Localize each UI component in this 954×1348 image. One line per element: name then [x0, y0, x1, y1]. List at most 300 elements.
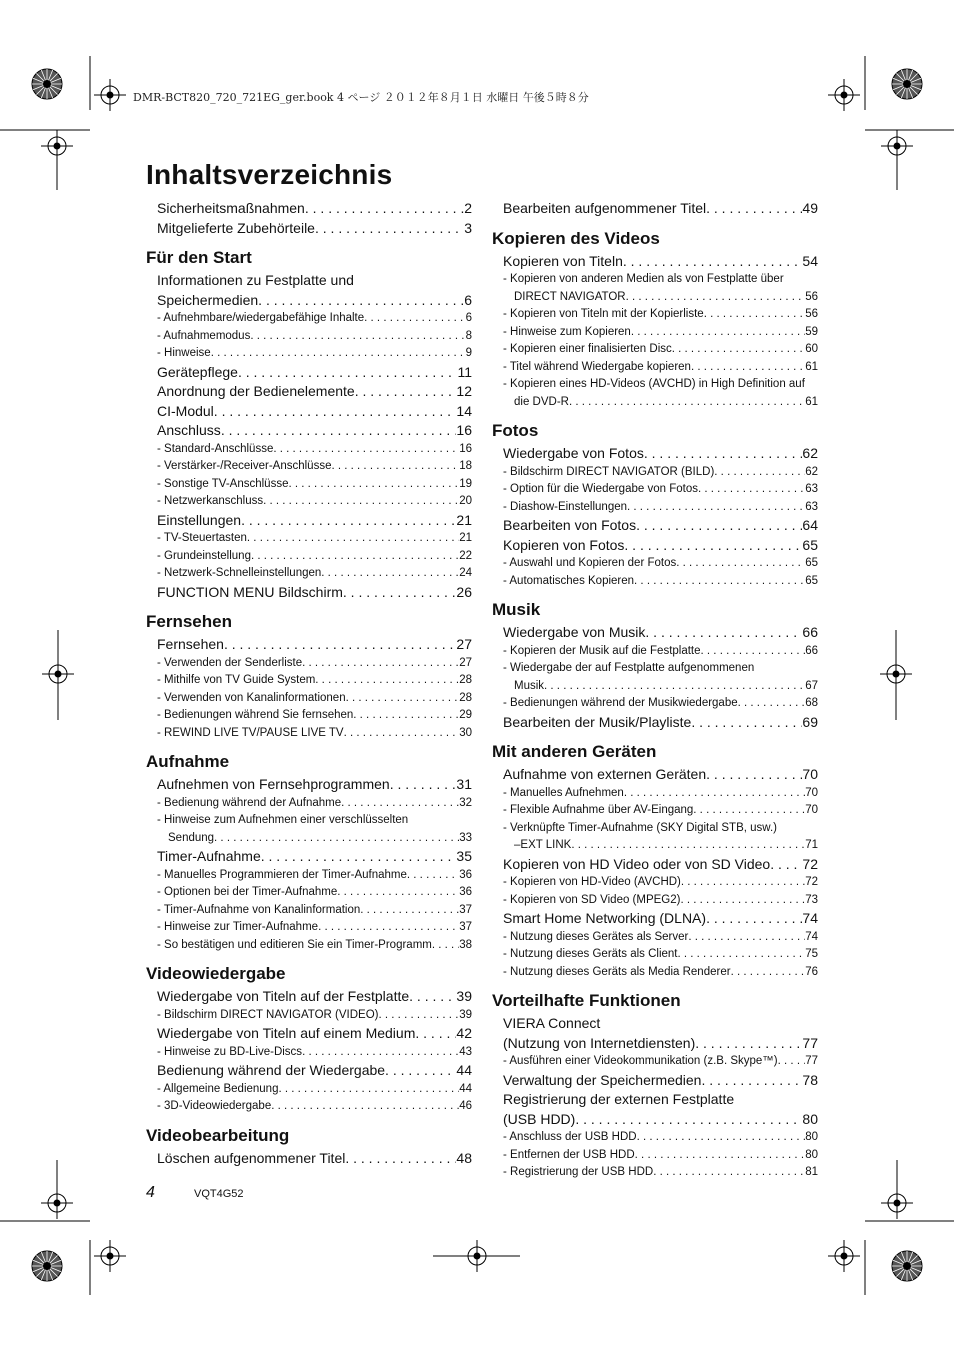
toc-page-number: 67 — [805, 679, 818, 692]
dot-leader — [390, 775, 457, 795]
toc-page-number: 70 — [805, 786, 818, 799]
toc-page-number: 26 — [456, 583, 472, 600]
dot-leader — [407, 867, 459, 885]
toc-entry-title: Registrierung der externen Festplatte — [503, 1091, 735, 1107]
toc-entry-title: - Bildschirm DIRECT NAVIGATOR (BILD) — [503, 465, 715, 478]
toc-entry-title: - Manuelles Aufnehmen — [503, 786, 624, 799]
dot-leader — [704, 306, 805, 324]
toc-entry-title: - Wiedergabe der auf Festplatte aufgenommenen — [503, 662, 755, 674]
toc-page-number: 77 — [805, 1055, 818, 1067]
dot-leader — [315, 672, 459, 690]
toc-page-number: 61 — [805, 360, 818, 373]
toc-entry[interactable] — [157, 583, 472, 603]
toc-page-number: 36 — [459, 868, 472, 881]
toc-entry[interactable] — [503, 1071, 818, 1091]
toc-entry-title: Bearbeiten der Musik/Playliste — [503, 713, 692, 730]
toc-entry-title: Wiedergabe von Musik — [503, 624, 646, 640]
dot-leader — [714, 464, 805, 482]
toc-entry-title: (USB HDD) — [503, 1110, 576, 1127]
toc-entry[interactable] — [157, 421, 472, 441]
toc-page-number: 44 — [459, 1082, 472, 1095]
toc-entry-title: - Verknüpfte Timer-Aufnahme (SKY Digital STB, usw.) — [503, 821, 777, 834]
section-heading: Videowiedergabe — [146, 964, 286, 983]
section-heading: Für den Start — [146, 248, 252, 267]
toc-page-number: 39 — [459, 1008, 472, 1021]
document-code: VQT4G52 — [194, 1188, 244, 1200]
dot-leader — [385, 1061, 456, 1081]
toc-page-number: 63 — [805, 500, 818, 513]
toc-subentry[interactable] — [157, 884, 472, 902]
toc-entry[interactable] — [157, 511, 472, 531]
dot-leader — [653, 1164, 805, 1182]
dot-leader — [251, 548, 459, 566]
toc-page-number: 27 — [459, 656, 472, 669]
toc-subentry[interactable] — [157, 530, 472, 548]
toc-entry[interactable] — [503, 623, 818, 643]
toc-subentry[interactable] — [503, 785, 818, 803]
toc-entry-title: Anordnung der Bedienelemente — [157, 383, 355, 399]
toc-page-number: 62 — [802, 445, 818, 461]
section-heading: Musik — [492, 600, 541, 619]
toc-subentry[interactable] — [157, 328, 472, 346]
dot-leader — [278, 1081, 459, 1099]
toc-subentry[interactable] — [157, 345, 472, 363]
page-title: Inhaltsverzeichnis — [146, 159, 393, 190]
toc-subentry[interactable] — [157, 458, 472, 476]
toc-entry[interactable] — [157, 775, 472, 795]
toc-page-number: 61 — [805, 395, 818, 408]
toc-subentry[interactable] — [157, 310, 472, 328]
toc-subentry[interactable] — [503, 359, 818, 377]
toc-page-number: 81 — [805, 1166, 818, 1178]
dot-leader — [695, 1034, 802, 1054]
dot-leader — [637, 1129, 806, 1147]
dot-leader — [631, 324, 805, 342]
toc-entry-title: DIRECT NAVIGATOR — [514, 290, 626, 303]
registration-mark-icon — [94, 79, 126, 111]
dot-leader — [261, 847, 457, 867]
dot-leader — [701, 1071, 802, 1091]
toc-entry-title: - Nutzung dieses Gerätes als Server — [503, 930, 689, 943]
toc-subentry[interactable] — [503, 643, 818, 661]
toc-subentry[interactable] — [157, 937, 472, 955]
dot-leader — [691, 359, 805, 377]
toc-page-number: 32 — [459, 796, 472, 809]
toc-page-number: 60 — [805, 343, 818, 355]
toc-entry[interactable] — [157, 402, 472, 422]
toc-page-number: 78 — [802, 1071, 818, 1088]
toc-page-number: 80 — [802, 1110, 818, 1127]
toc-page-number: 14 — [456, 402, 472, 419]
toc-page-number: 63 — [805, 483, 818, 495]
toc-entry[interactable] — [503, 199, 818, 219]
dot-leader — [214, 402, 457, 422]
toc-entry-title: - Titel während Wiedergabe kopieren — [503, 360, 691, 373]
toc-page-number: 28 — [459, 674, 472, 686]
toc-page-number: 31 — [456, 776, 472, 792]
toc-entry-title: - Optionen bei der Timer-Aufnahme — [157, 886, 338, 898]
dot-leader — [241, 511, 456, 531]
dot-leader — [221, 421, 457, 441]
toc-subentry[interactable] — [157, 1044, 472, 1062]
toc-subentry[interactable] — [157, 707, 472, 725]
toc-entry-title: - Manuelles Programmieren der Timer-Aufnahme — [157, 868, 407, 881]
toc-entry[interactable] — [157, 987, 472, 1007]
toc-page-number: 28 — [459, 691, 472, 704]
toc-page-number: 80 — [805, 1148, 818, 1161]
toc-entry-title: - Grundeinstellung — [157, 549, 251, 562]
toc-entry[interactable] — [503, 516, 818, 536]
dot-leader — [627, 499, 805, 517]
toc-entry-title: - Bedienung während der Aufnahme — [157, 796, 342, 809]
toc-entry[interactable] — [157, 363, 472, 383]
dot-leader — [379, 1007, 460, 1025]
toc-page-number: 21 — [456, 511, 472, 528]
toc-entry-title: Einstellungen — [157, 511, 242, 528]
dot-leader — [302, 1044, 459, 1062]
toc-entry-title: Anschluss — [157, 422, 221, 438]
dot-leader — [346, 690, 460, 708]
toc-subentry[interactable] — [157, 902, 472, 920]
dot-leader — [676, 555, 805, 573]
toc-page-number: 29 — [459, 709, 472, 721]
toc-subentry[interactable] — [503, 802, 818, 820]
toc-subentry[interactable] — [503, 271, 818, 289]
toc-entry-title: Mitgelieferte Zubehörteile — [157, 219, 315, 236]
toc-entry-title: - Hinweise — [157, 347, 211, 359]
toc-entry[interactable] — [157, 271, 472, 291]
toc-subentry[interactable] — [503, 892, 818, 910]
toc-subentry[interactable] — [503, 820, 818, 838]
toc-entry-title: - Ausführen einer Videokommunikation (z.B. Skype™) — [503, 1055, 778, 1067]
toc-subentry[interactable] — [503, 481, 818, 499]
toc-left-column — [146, 199, 472, 1168]
dot-leader — [360, 902, 459, 920]
toc-subentry[interactable] — [157, 493, 472, 511]
toc-entry[interactable] — [157, 1149, 472, 1169]
toc-subentry[interactable] — [157, 795, 472, 813]
toc-entry[interactable] — [503, 252, 818, 272]
toc-page-number: 74 — [802, 910, 818, 926]
dot-leader — [355, 382, 457, 402]
dot-leader — [250, 328, 465, 346]
toc-subentry[interactable] — [157, 476, 472, 494]
dot-leader — [331, 458, 459, 476]
toc-entry[interactable] — [503, 909, 818, 929]
toc-subentry[interactable] — [157, 441, 472, 459]
dot-leader — [624, 536, 802, 556]
toc-subentry[interactable] — [157, 830, 472, 848]
section-heading: Fotos — [492, 421, 539, 440]
dot-leader — [698, 481, 805, 499]
toc-entry[interactable] — [157, 847, 472, 867]
toc-page-number: 72 — [805, 876, 818, 888]
dot-leader — [626, 289, 806, 307]
toc-page-number: 77 — [802, 1034, 818, 1051]
section-heading: Videobearbeitung — [146, 1125, 290, 1145]
toc-subentry[interactable] — [503, 394, 818, 412]
dot-leader — [364, 310, 465, 328]
dot-leader — [571, 837, 805, 855]
toc-entry-title: die DVD-R — [514, 395, 569, 408]
toc-entry-title: Fernsehen — [157, 636, 224, 652]
toc-subentry[interactable] — [503, 678, 818, 696]
toc-page-number: 64 — [802, 517, 818, 533]
toc-entry-title: Sicherheitsmaßnahmen — [157, 200, 305, 216]
toc-entry-title: Wiedergabe von Fotos — [503, 445, 644, 461]
toc-entry-title: FUNCTION MENU Bildschirm — [157, 583, 343, 600]
dot-leader — [238, 363, 458, 383]
toc-subentry[interactable] — [503, 289, 818, 307]
section-heading: Aufnahme — [146, 752, 230, 771]
toc-entry[interactable] — [157, 382, 472, 402]
toc-entry[interactable] — [503, 1110, 818, 1130]
toc-subentry[interactable] — [503, 464, 818, 482]
toc-subentry[interactable] — [503, 964, 818, 982]
toc-subentry[interactable] — [503, 1053, 818, 1071]
toc-page-number: 8 — [465, 329, 472, 342]
dot-leader — [224, 635, 456, 655]
toc-page-number: 3 — [464, 219, 472, 236]
toc-page-number: 11 — [457, 363, 472, 380]
dot-leader — [288, 476, 459, 494]
toc-entry-title: - Allgemeine Bedienung — [157, 1082, 279, 1095]
toc-entry-title: - Hinweise zur Timer-Aufnahme — [157, 921, 319, 933]
toc-page-number: 49 — [802, 200, 818, 216]
section-heading: Vorteilhafte Funktionen — [492, 991, 681, 1010]
toc-entry-title: - Nutzung dieses Geräts als Client — [503, 948, 678, 960]
toc-subentry[interactable] — [503, 1164, 818, 1182]
toc-page-number: 65 — [805, 557, 818, 569]
toc-entry-title: - Kopieren von SD Video (MPEG2) — [503, 893, 681, 906]
toc-entry-title: - Verwenden der Senderliste — [157, 656, 303, 669]
toc-entry-title: Speichermedien — [157, 291, 259, 308]
dot-leader — [318, 919, 459, 937]
toc-subentry[interactable] — [157, 1081, 472, 1099]
toc-subentry[interactable] — [503, 499, 818, 517]
toc-entry[interactable] — [503, 713, 818, 733]
toc-entry-title: CI-Modul — [157, 402, 214, 419]
toc-page-number: 2 — [464, 200, 472, 216]
toc-page-number: 74 — [805, 930, 818, 943]
registration-mark-icon — [828, 1240, 860, 1272]
toc-entry-title: - Auswahl und Kopieren der Fotos — [503, 557, 677, 569]
toc-page-number: 46 — [459, 1100, 472, 1112]
toc-subentry[interactable] — [157, 655, 472, 673]
toc-page-number: 43 — [459, 1045, 472, 1058]
toc-subentry[interactable] — [157, 690, 472, 708]
toc-entry-title: Bearbeiten von Fotos — [503, 517, 637, 533]
toc-page-number: 6 — [464, 291, 472, 308]
dot-leader — [635, 1147, 806, 1165]
toc-entry[interactable] — [157, 1061, 472, 1081]
toc-entry-title: Kopieren von Titeln — [503, 252, 623, 269]
toc-page-number: 42 — [456, 1025, 472, 1041]
toc-entry[interactable] — [157, 219, 472, 239]
toc-entry-title: (Nutzung von Internetdiensten) — [503, 1034, 696, 1051]
toc-entry[interactable] — [157, 291, 472, 311]
dot-leader — [353, 707, 459, 725]
section-heading: Kopieren des Videos — [492, 228, 660, 248]
toc-entry[interactable] — [503, 1034, 818, 1054]
toc-entry-title: - Hinweise zum Kopieren — [503, 325, 631, 338]
star-target-icon — [892, 69, 922, 99]
toc-entry-title: Gerätepflege — [157, 363, 238, 380]
toc-subentry[interactable] — [503, 946, 818, 964]
toc-page-number: 9 — [465, 347, 472, 359]
toc-entry-title: Kopieren von Fotos — [503, 536, 625, 553]
toc-page-number: 65 — [802, 536, 818, 553]
toc-subentry[interactable] — [503, 573, 818, 591]
dot-leader — [678, 946, 806, 964]
toc-page-number: 80 — [805, 1131, 818, 1143]
star-target-icon — [32, 1251, 62, 1281]
toc-entry-title: - Hinweise zu BD-Live-Discs — [157, 1045, 303, 1058]
toc-subentry[interactable] — [157, 565, 472, 583]
section-heading: Fernsehen — [146, 612, 232, 631]
toc-entry-title: - Netzwerk-Schnelleinstellungen — [157, 567, 322, 579]
toc-entry-title: - Kopieren der Musik auf die Festplatte — [503, 644, 701, 657]
toc-entry-title: Aufnehmen von Fernsehprogrammen — [157, 776, 390, 792]
toc-subentry[interactable] — [157, 548, 472, 566]
toc-page-number: 37 — [459, 903, 472, 916]
toc-entry[interactable] — [503, 855, 818, 875]
toc-entry[interactable] — [157, 1024, 472, 1044]
dot-leader — [315, 219, 464, 239]
dot-leader — [770, 855, 802, 875]
dot-leader — [681, 874, 805, 892]
toc-entry-title: Kopieren von HD Video oder von SD Video — [503, 855, 771, 872]
toc-entry[interactable] — [157, 199, 472, 219]
dot-leader — [343, 583, 457, 603]
toc-subentry[interactable] — [157, 672, 472, 690]
dot-leader — [273, 441, 459, 459]
dot-leader — [672, 341, 805, 359]
toc-subentry[interactable] — [503, 695, 818, 713]
toc-entry-title: Verwaltung der Speichermedien — [503, 1071, 702, 1088]
toc-page-number: 37 — [459, 921, 472, 933]
dot-leader — [409, 987, 456, 1007]
toc-subentry[interactable] — [157, 1098, 472, 1116]
toc-entry-title: - Diashow-Einstellungen — [503, 500, 628, 513]
toc-subentry[interactable] — [503, 660, 818, 678]
toc-page-number: 75 — [805, 948, 818, 960]
toc-page-number: 66 — [805, 644, 818, 657]
toc-entry-title: VIERA Connect — [503, 1015, 601, 1031]
toc-subentry[interactable] — [157, 919, 472, 937]
toc-entry-title: - So bestätigen und editieren Sie ein Timer-Programm — [157, 938, 432, 951]
toc-entry-title: - Flexible Aufnahme über AV-Eingang — [503, 804, 694, 816]
dot-leader — [258, 291, 464, 311]
toc-page-number: 24 — [459, 567, 472, 579]
toc-entry-title: - 3D-Videowiedergabe — [157, 1100, 272, 1112]
toc-page-number: 16 — [456, 422, 472, 438]
toc-entry[interactable] — [503, 1014, 818, 1034]
toc-subentry[interactable] — [503, 837, 818, 855]
dot-leader — [211, 345, 466, 363]
toc-page-number: 20 — [459, 495, 472, 507]
toc-page-number: 70 — [805, 804, 818, 816]
dot-leader — [636, 516, 802, 536]
toc-subentry[interactable] — [503, 1129, 818, 1147]
toc-subentry[interactable] — [503, 341, 818, 359]
toc-entry-title: - Verstärker-/Receiver-Anschlüsse — [157, 460, 332, 472]
dot-leader — [680, 892, 805, 910]
dot-leader — [344, 725, 460, 743]
print-header: DMR-BCT820_720_721EG_ger.book 4 ページ ２０１２年８月１日 水曜日 午後５時８分 — [133, 91, 589, 104]
toc-subentry[interactable] — [157, 725, 472, 743]
toc-page-number: 76 — [805, 965, 818, 978]
toc-subentry[interactable] — [503, 306, 818, 324]
toc-subentry[interactable] — [503, 376, 818, 394]
toc-subentry[interactable] — [157, 867, 472, 885]
toc-page-number: 33 — [459, 831, 472, 844]
toc-entry[interactable] — [503, 1090, 818, 1110]
dot-leader — [634, 573, 805, 591]
toc-entry-title: Bearbeiten aufgenommener Titel — [503, 200, 707, 216]
dot-leader — [693, 802, 805, 820]
toc-page-number: 12 — [456, 383, 472, 399]
toc-entry-title: Timer-Aufnahme — [157, 848, 261, 864]
dot-leader — [575, 1110, 802, 1130]
toc-subentry[interactable] — [503, 929, 818, 947]
dot-leader — [247, 530, 459, 548]
toc-page-number: 16 — [459, 442, 472, 455]
toc-entry-title: Smart Home Networking (DLNA) — [503, 910, 707, 926]
toc-entry-title: - Kopieren eines HD-Videos (AVCHD) in High Definition auf — [503, 378, 805, 390]
toc-entry-title: - TV-Steuertasten — [157, 532, 247, 544]
toc-subentry[interactable] — [503, 555, 818, 573]
toc-entry-title: - Bedienungen während Sie fernsehen — [157, 709, 354, 721]
toc-entry-title: Aufnahme von externen Geräten — [503, 766, 707, 782]
toc-page-number: 36 — [459, 886, 472, 898]
toc-entry-title: - Kopieren von anderen Medien als von Festplatte über — [503, 273, 784, 285]
toc-entry[interactable] — [503, 536, 818, 556]
dot-leader — [623, 252, 803, 272]
toc-page-number: 70 — [802, 766, 818, 782]
dot-leader — [337, 884, 459, 902]
dot-leader — [302, 655, 459, 673]
toc-entry-title: Bedienung während der Wiedergabe — [157, 1062, 386, 1078]
toc-entry-title: - Kopieren von HD-Video (AVCHD) — [503, 876, 681, 888]
toc-page-number: 38 — [459, 938, 472, 951]
toc-subentry[interactable] — [503, 1147, 818, 1165]
toc-entry-title: - Verwenden von Kanalinformationen — [157, 691, 346, 704]
toc-entry-title: Informationen zu Festplatte und — [157, 272, 354, 288]
toc-entry-title: - Kopieren einer finalisierten Disc — [503, 343, 672, 355]
toc-entry-title: Musik — [514, 679, 545, 692]
toc-entry[interactable] — [503, 765, 818, 785]
dot-leader — [321, 565, 459, 583]
toc-subentry[interactable] — [157, 812, 472, 830]
toc-entry-title: - Kopieren von Titeln mit der Kopierliste — [503, 308, 704, 320]
toc-page-number: 56 — [805, 290, 818, 303]
dot-leader — [214, 830, 459, 848]
dot-leader — [415, 1024, 456, 1044]
dot-leader — [624, 785, 805, 803]
toc-right-column — [492, 199, 818, 1182]
toc-entry[interactable] — [503, 444, 818, 464]
registration-mark-icon — [94, 1240, 126, 1272]
toc-entry[interactable] — [157, 635, 472, 655]
toc-entry-title: - Aufnehmbare/wiedergabefähige Inhalte — [157, 312, 365, 324]
toc-page-number: 69 — [802, 713, 818, 730]
toc-subentry[interactable] — [157, 1007, 472, 1025]
toc-entry-title: Wiedergabe von Titeln auf der Festplatte — [157, 988, 410, 1004]
toc-subentry[interactable] — [503, 874, 818, 892]
toc-entry-title: - Registrierung der USB HDD — [503, 1166, 654, 1178]
toc-subentry[interactable] — [503, 324, 818, 342]
